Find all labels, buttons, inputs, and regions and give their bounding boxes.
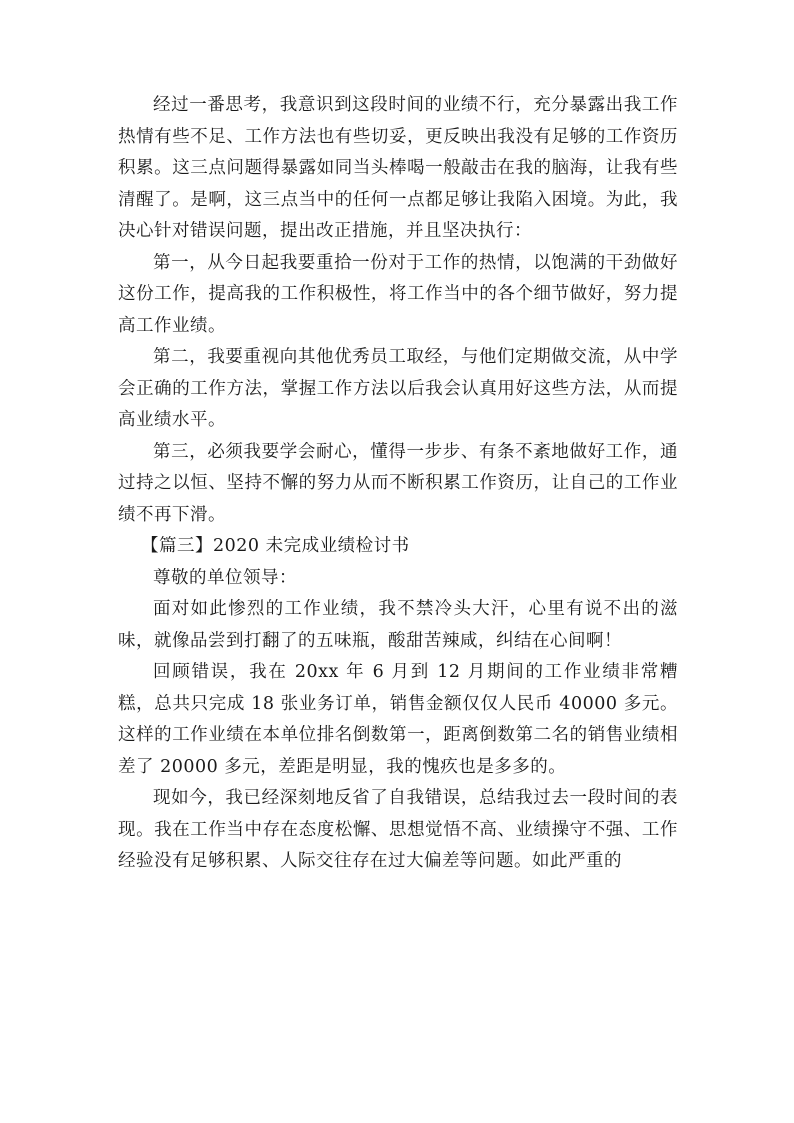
paragraph: 回顾错误，我在 20xx 年 6 月到 12 月期间的工作业绩非常糟糕，总共只完成 18 张业务订单，销售金额仅仅人民币 40000 多元。这样的工作业绩在本单位排名倒数第一，距离倒数第二名的销售业绩相差了 20000 多元，差距是明显，我的愧疚也是多多的。 [118,662,678,777]
paragraph: 第三，必须我要学会耐心，懂得一步步、有条不紊地做好工作，通过持之以恒、坚持不懈的努力从而不断积累工作资历，让自己的工作业绩不再下滑。 [118,441,678,525]
paragraph: 现如今，我已经深刻地反省了自我错误，总结我过去一段时间的表现。我在工作当中存在态度松懈、思想觉悟不高、业绩操守不强、工作经验没有足够积累、人际交往存在过大偏差等问题。如此严重的 [118,788,678,871]
salutation: 尊敬的单位领导： [153,567,297,588]
paragraph: 第一，从今日起我要重拾一份对于工作的热情，以饱满的干劲做好这份工作，提高我的工作积极性，将工作当中的各个细节做好，努力提高工作业绩。 [118,252,678,336]
section-heading: 【篇三】2020 未完成业绩检讨书 [141,536,410,556]
paragraph: 经过一番思考，我意识到这段时间的业绩不行，充分暴露出我工作热情有些不足、工作方法也有些切妥，更反映出我没有足够的工作资历积累。这三点问题得暴露如同当头棒喝一般敲击在我的脑海，让我有些清醒了。是啊，这三点当中的任何一点都足够让我陷入困境。为此，我决心针对错误问题，提出改正措施，并且坚决执行： [118,95,678,241]
document-page [118,90,678,878]
paragraph: 面对如此惨烈的工作业绩，我不禁冷头大汗，心里有说不出的滋味，就像品尝到打翻了的五味瓶，酸甜苦辣咸，纠结在心间啊！ [118,599,678,651]
paragraph: 第二，我要重视向其他优秀员工取经，与他们定期做交流，从中学会正确的工作方法，掌握工作方法以后我会认真用好这些方法，从而提高业绩水平。 [118,347,678,430]
